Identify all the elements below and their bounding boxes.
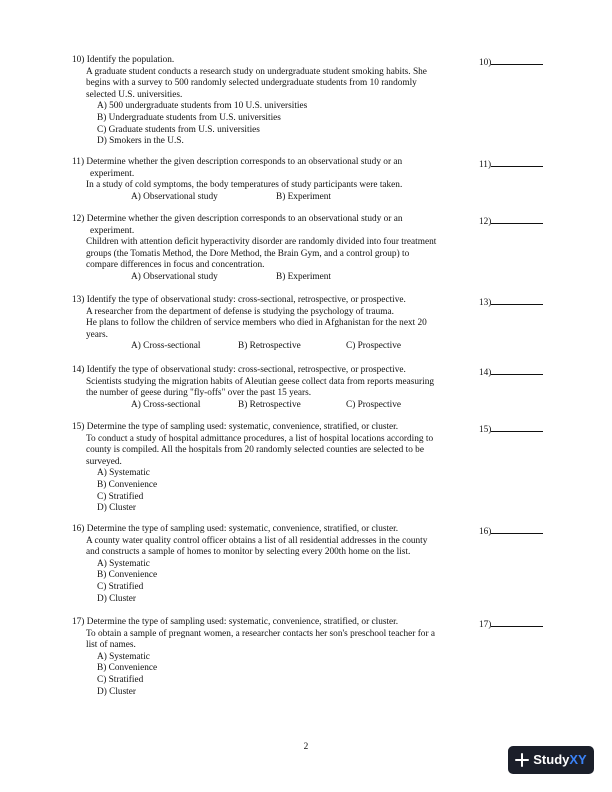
answer-option: A) Systematic (97, 651, 150, 662)
answer-blank-17[interactable]: 17) (479, 617, 543, 632)
answer-blank-12[interactable]: 12) (479, 214, 543, 229)
question-body-line: and constructs a sample of homes to monitor by selecting every 200th home on the list. (86, 547, 411, 558)
question-body-line: A researcher from the department of defense is studying the psychology of trauma. (86, 306, 394, 317)
question-number: 17) (72, 617, 85, 627)
answer-option: D) Cluster (97, 503, 136, 514)
answer-option: B) Convenience (97, 479, 158, 490)
answer-option: B) Retrospective (238, 399, 301, 410)
question-12 (72, 214, 467, 284)
question-body-line: list of names. (86, 640, 136, 651)
answer-line[interactable] (491, 422, 543, 432)
answer-option: B) Convenience (97, 663, 158, 674)
answer-option: C) Prospective (346, 341, 401, 352)
question-number: 16) (72, 524, 85, 534)
question-body-line: county is compiled. All the hospitals from 20 randomly selected counties are selected to be (86, 445, 424, 456)
question-number: 10) (72, 55, 85, 65)
brand-name-part1: Study (533, 752, 570, 768)
question-body-line: surveyed. (86, 456, 122, 467)
answer-blank-11[interactable]: 11) (479, 157, 543, 172)
answer-option: C) Prospective (346, 399, 401, 410)
answer-option: B) Undergraduate students from U.S. universities (97, 112, 281, 123)
question-number: 12) (72, 214, 85, 224)
answer-blank-13[interactable]: 13) (479, 295, 543, 310)
answer-line[interactable] (491, 524, 543, 534)
question-body-line: To obtain a sample of pregnant women, a researcher contacts her son's preschool teacher for a (86, 628, 435, 639)
inline-options (72, 341, 467, 353)
question-14 (72, 365, 467, 411)
question-13 (72, 295, 467, 353)
answer-option: C) Graduate students from U.S. universities (97, 124, 260, 135)
answer-option: D) Cluster (97, 593, 136, 604)
inline-options (72, 400, 467, 412)
question-stem: Determine the type of sampling used: systematic, convenience, stratified, or cluster. (86, 617, 399, 627)
answer-line[interactable] (491, 617, 543, 627)
answer-blank-14[interactable]: 14) (479, 365, 543, 380)
answer-option: B) Experiment (276, 191, 331, 202)
question-number: 15) (72, 422, 85, 432)
question-stem: Identify the type of observational study: cross-sectional, retrospective, or prospective. (86, 365, 406, 375)
question-number: 14) (72, 365, 85, 375)
question-stem: Determine the type of sampling used: systematic, convenience, stratified, or cluster. (86, 422, 399, 432)
answer-option: B) Convenience (97, 570, 158, 581)
question-body-line: years. (86, 329, 108, 340)
answer-blank-16[interactable]: 16) (479, 524, 543, 539)
answer-option: D) Smokers in the U.S. (97, 136, 184, 147)
question-stem-cont: experiment. (90, 168, 135, 179)
answer-option: A) Cross-sectional (131, 399, 201, 410)
answer-blank-10[interactable]: 10) (479, 55, 543, 70)
question-16 (72, 524, 467, 605)
question-body-line: A graduate student conducts a research study on undergraduate student smoking habits. She (86, 66, 427, 77)
question-body-line: To conduct a study of hospital admittance procedures, a list of hospital locations according to (86, 433, 434, 444)
question-stem: Determine whether the given description corresponds to an observational study or an (86, 214, 403, 224)
question-stem: Determine the type of sampling used: systematic, convenience, stratified, or cluster. (86, 524, 399, 534)
question-number: 13) (72, 295, 85, 305)
answer-option: C) Stratified (97, 674, 144, 685)
question-body-line: Scientists studying the migration habits of Aleutian geese collect data from reports measuring (86, 376, 435, 387)
inline-options (72, 192, 467, 204)
question-10 (72, 55, 467, 148)
question-body-line: Children with attention deficit hyperactivity disorder are randomly divided into four treatment (86, 237, 437, 248)
question-body-line: groups (the Tomatis Method, the Dore Method, the Brain Gym, and a control group) to (86, 248, 410, 259)
answer-option: A) Observational study (131, 191, 218, 202)
page-number: 2 (303, 742, 309, 752)
answer-line[interactable] (491, 295, 543, 305)
answer-option: D) Cluster (97, 686, 136, 697)
question-11 (72, 157, 467, 203)
question-body-line: In a study of cold symptoms, the body temperatures of study participants were taken. (86, 180, 403, 191)
answer-option: A) Systematic (97, 558, 150, 569)
answer-option: A) 500 undergraduate students from 10 U.S. universities (97, 101, 308, 112)
question-stem: Determine whether the given description corresponds to an observational study or an (86, 157, 403, 167)
answer-line[interactable] (491, 365, 543, 375)
question-body-line: A county water quality control officer obtains a list of all residential addresses in the county (86, 535, 428, 546)
question-body-line: the number of geese during "fly-offs" over the past 15 years. (86, 388, 312, 399)
question-15 (72, 422, 467, 515)
answer-option: C) Stratified (97, 581, 144, 592)
plus-icon (515, 753, 529, 767)
question-body-line: selected U.S. universities. (86, 89, 183, 100)
question-body-line: begins with a survey to 500 randomly selected undergraduate students from 10 randomly (86, 78, 417, 89)
question-number: 11) (72, 157, 85, 167)
question-body-line: He plans to follow the children of service members who died in Afghanistan for the next 20 (86, 318, 427, 329)
answer-option: B) Retrospective (238, 341, 301, 352)
answer-option: A) Systematic (97, 468, 150, 479)
question-stem: Identify the type of observational study: cross-sectional, retrospective, or prospective. (86, 295, 406, 305)
answer-line[interactable] (491, 157, 543, 167)
question-stem: Identify the population. (86, 55, 175, 65)
studyxy-logo[interactable] (508, 746, 594, 774)
inline-options (72, 272, 467, 284)
brand-name-part2: XY (569, 752, 587, 768)
answer-option: B) Experiment (276, 271, 331, 282)
answer-line[interactable] (491, 55, 543, 65)
answer-blank-15[interactable]: 15) (479, 422, 543, 437)
answer-option: C) Stratified (97, 491, 144, 502)
answer-line[interactable] (491, 214, 543, 224)
answer-option: A) Cross-sectional (131, 341, 201, 352)
question-body-line: compare differences in focus and concentration. (86, 260, 265, 271)
question-17 (72, 617, 467, 698)
question-stem-cont: experiment. (90, 225, 135, 236)
answer-option: A) Observational study (131, 271, 218, 282)
